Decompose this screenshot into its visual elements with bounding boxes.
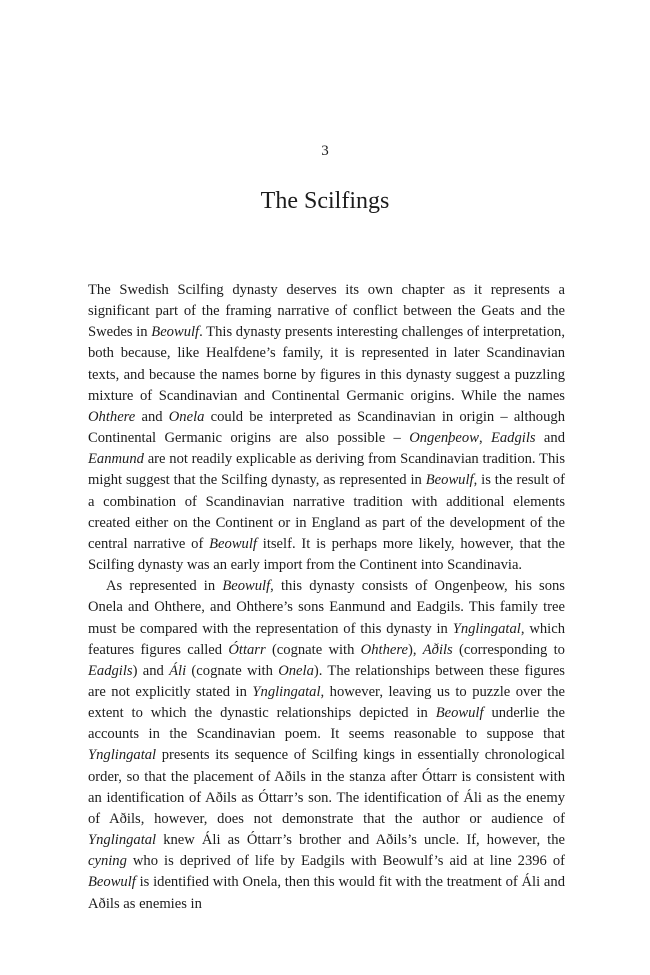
text-run: ,: [478, 430, 491, 447]
text-run: (cognate with: [186, 662, 279, 679]
text-run: The Swedish Scilfing dynasty deserves its own chapter as it represents a significant part of the framing narrative of conflict between the Geats and the Swedes in: [88, 282, 565, 341]
text-run: who is deprived of life by Eadgils with Beowulf’s aid at line 2396 of: [126, 853, 565, 870]
italic-text: Eanmund: [88, 451, 144, 468]
text-run: ) and: [132, 662, 170, 679]
italic-text: Ohthere: [360, 641, 408, 658]
italic-text: Beowulf: [435, 705, 484, 722]
text-run: could be interpreted as Scandinavian in origin – although Continental Germanic origins are also possible –: [88, 408, 565, 447]
italic-text: Onela: [278, 662, 314, 679]
text-run: , however, leaving us to puzzle over the extent to which the dynastic relationships depicted in: [88, 683, 566, 722]
italic-text: Beowulf: [88, 874, 136, 891]
italic-text: Eadgils: [490, 430, 536, 447]
italic-text: Eadgils: [88, 662, 133, 679]
text-run: ). The relationships between these figures are not explicitly stated in: [88, 662, 565, 700]
text-run: . This dynasty presents interesting challenges of interpretation, both because, like Healfdene’s family, it is represented in later Scandinavian texts, and because the names borne by figures in this dynasty suggest a puzzling mixture of Scandinavian and Continental Germanic origins. While the names: [88, 324, 565, 404]
italic-text: cyning: [88, 853, 127, 870]
italic-text: Ongenþeow: [409, 430, 479, 447]
italic-text: Aðils: [422, 641, 453, 658]
body-text: [88, 280, 565, 915]
italic-text: Óttarr: [228, 641, 266, 658]
italic-text: Ynglingatal: [88, 832, 157, 849]
italic-text: Ynglingatal: [88, 747, 157, 764]
text-run: ),: [407, 641, 423, 658]
text-run: (cognate with: [265, 641, 361, 658]
text-run: and: [535, 430, 566, 447]
chapter-number: 3: [321, 143, 329, 159]
text-run: knew Áli as Óttarr’s brother and Aðils’s uncle. If, however, the: [156, 832, 565, 849]
paragraph: [88, 280, 565, 576]
text-run: As represented in: [106, 578, 223, 595]
italic-text: Ohthere: [88, 408, 136, 425]
text-run: are not readily explicable as deriving from Scandinavian tradition. This might suggest that the Scilfing dynasty, as represented in: [88, 451, 565, 489]
italic-text: Beowulf: [209, 535, 257, 552]
italic-text: Ynglingatal: [252, 683, 321, 700]
text-run: , is the result of a combination of Scandinavian narrative tradition with additional elements created either on the Continent or in England as part of the development of the central narrative of: [88, 472, 565, 552]
italic-text: Áli: [169, 662, 187, 679]
text-run: , which features figures called: [88, 620, 565, 658]
text-run: presents its sequence of Scilfing kings in essentially chronological order, so that the placement of Aðils in the stanza after Óttarr is consistent with an identification of Aðils as Óttarr’s son. The identification of Áli as the enemy of Aðils, however, does not demonstrate that the author or audience of: [88, 747, 565, 827]
text-run: (corresponding to: [452, 641, 565, 658]
chapter-title: The Scilfings: [260, 188, 390, 214]
text-run: and: [135, 408, 169, 425]
text-run: is identified with Onela, then this would fit with the treatment of Áli and Aðils as enemies in: [88, 874, 565, 912]
italic-text: Ynglingatal: [452, 620, 521, 637]
italic-text: Beowulf: [151, 324, 200, 341]
paragraph: [88, 576, 565, 915]
text-run: underlie the accounts in the Scandinavian poem. It seems reasonable to suppose that: [88, 705, 565, 743]
italic-text: Onela: [168, 408, 205, 425]
italic-text: Beowulf: [425, 472, 474, 489]
text-run: , this dynasty consists of Ongenþeow, his sons Onela and Ohthere, and Ohthere’s sons Eanmund and Eadgils. This family tree must be compared with the representation of this dynasty in: [88, 578, 565, 637]
text-run: itself. It is perhaps more likely, however, that the Scilfing dynasty was an early import from the Continent into Scandinavia.: [88, 535, 566, 574]
italic-text: Beowulf: [222, 578, 271, 595]
